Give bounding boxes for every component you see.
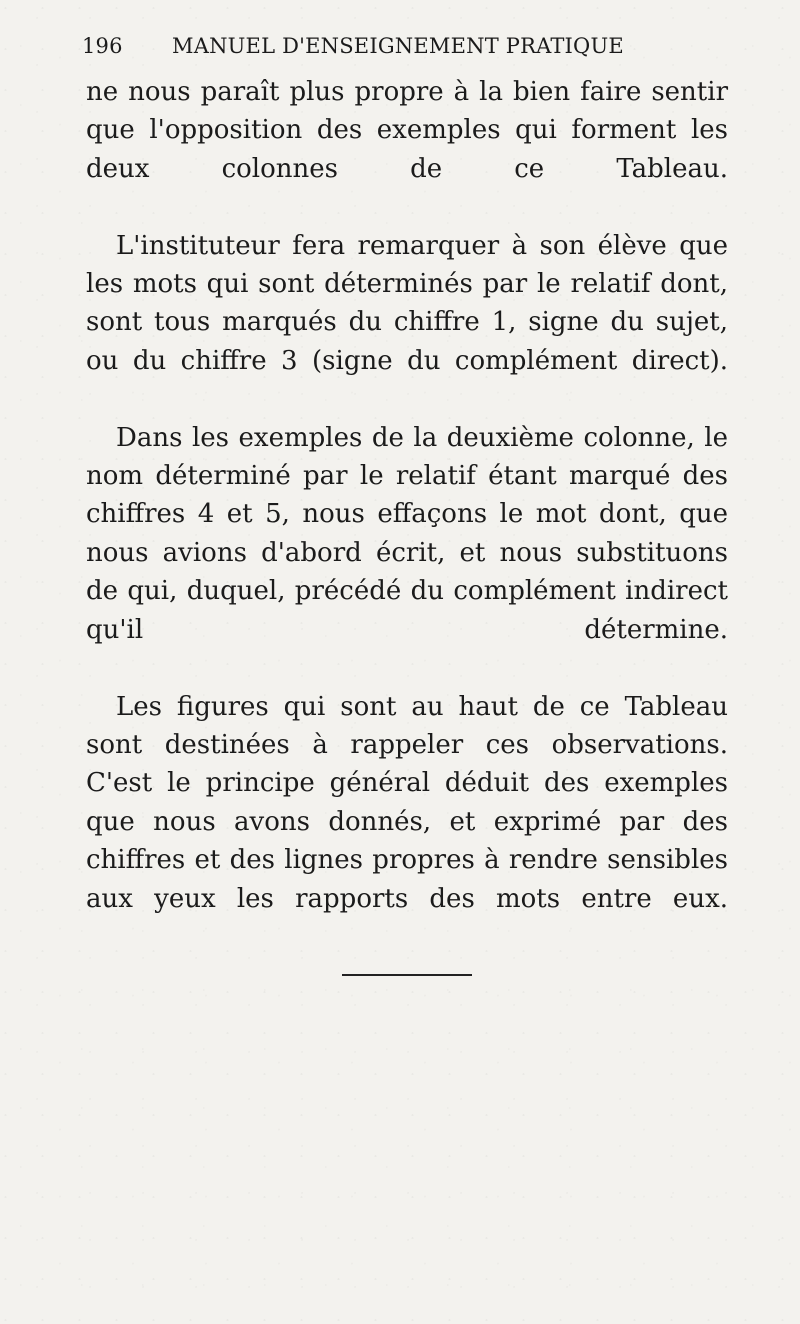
page-header [82, 34, 760, 64]
page-number: 196 [82, 34, 123, 58]
paragraph-1: ne nous paraît plus propre à la bien faire sentir que l'opposition des exemples qui forment les deux colonnes de ce Tableau. [86, 77, 728, 184]
paragraph-3: Dans les exemples de la deuxième colonne, le nom déterminé par le relatif étant marqué des chiffres 4 et 5, nous effaçons le mot dont, que nous avions d'abord écrit, et nous substituons de qui, duquel, précédé du complément indirect qu'il détermine. [86, 422, 728, 645]
running-head: MANUEL D'ENSEIGNEMENT PRATIQUE [172, 34, 624, 58]
main-text [86, 73, 728, 956]
paragraph-2: L'instituteur fera remarquer à son élève que les mots qui sont déterminés par le relatif dont, sont tous marqués du chiffre 1, signe du sujet, ou du chiffre 3 (signe du complément direct). [86, 230, 728, 376]
section-rule [342, 974, 472, 976]
paragraph-4: Les figures qui sont au haut de ce Tableau sont destinées à rappeler ces observations. C'est le principe général déduit des exemples que nous avons donnés, et exprimé par des chiffres et des lignes propres à rendre sensibles aux yeux les rapports des mots entre eux. [86, 691, 728, 914]
